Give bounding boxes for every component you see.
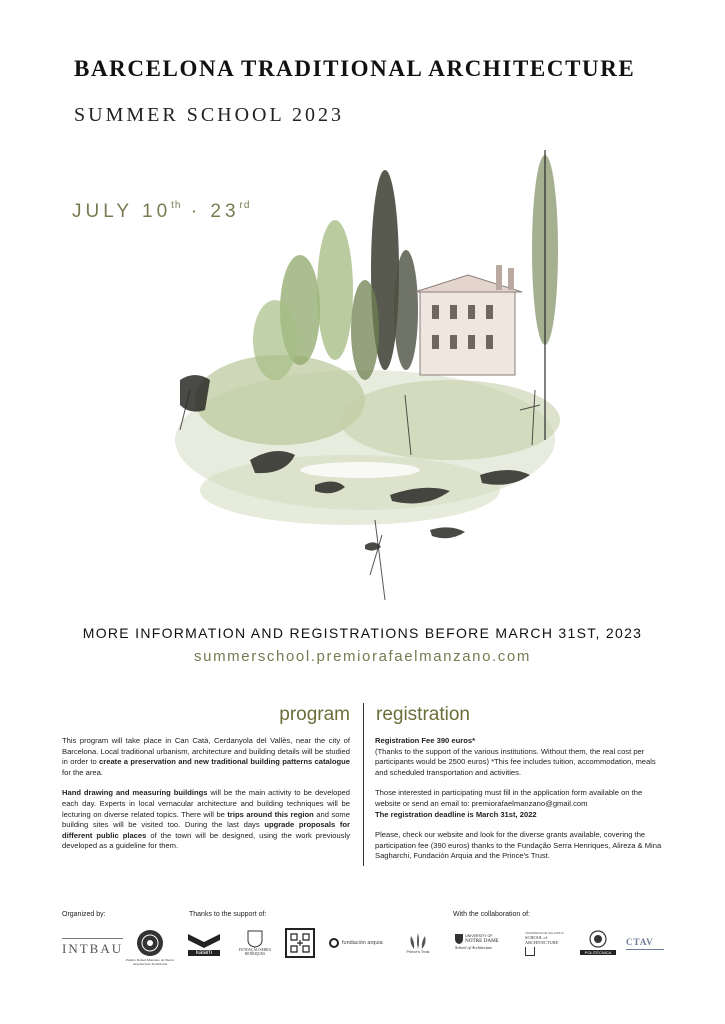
registration-deadline: The registration deadline is March 31st, 2022 xyxy=(375,809,537,819)
rosette-icon xyxy=(135,928,165,958)
collaboration-label: With the collaboration of: xyxy=(453,911,531,918)
intbau-logo: INTBAU xyxy=(62,938,123,957)
registration-grants: Please, check our website and look for the diverse grants available, covering the participation fee (390 euros) thanks to the Fundação Serra Henriques, Alireza & Mina Sagharchi, Fundación Arquia and the Prince's Trust. xyxy=(375,830,662,861)
website-url[interactable]: summerschool.premiorafaelmanzano.com xyxy=(194,648,531,665)
registration-fee-block xyxy=(375,736,665,778)
more-info-banner: MORE INFORMATION AND REGISTRATIONS BEFORE MARCH 31ST, 2023 xyxy=(82,625,643,641)
crest-icon xyxy=(455,934,463,944)
program-paragraph-2: Hand drawing and measuring buildings will be the main activity to be developed each day. Experts in local vernacular architecture and building techniques will be lecturing on diverse related topics. There will be trips around this region and some building sites will be visited too. During the last days upgrade proposals for different public places of the town will be designed, using the work previously developed as a guideline for them. xyxy=(62,788,350,851)
program-text xyxy=(62,736,350,862)
kalam-logo: kalam xyxy=(188,934,220,956)
registration-apply: Those interested in participating must fill in the application form available on the website or send an email to: premiorafaelmanzano@gmail.com xyxy=(375,788,643,808)
valladolid-logo: UNIVERSIDAD DE VALLADOLID SCHOOL of ARCHITECTURE xyxy=(525,932,573,956)
column-divider xyxy=(363,703,364,866)
registration-text xyxy=(375,736,665,872)
dates-start-day: 10 xyxy=(142,201,172,222)
shield-icon xyxy=(247,930,263,948)
politecnica-logo: POLITÈCNICA xyxy=(580,930,616,955)
poster-title: BARCELONA TRADITIONAL ARCHITECTURE xyxy=(74,56,636,81)
program-paragraph-1: This program will take place in Can Catà, Cerdanyola del Vallès, near the city of Barcelona. Local traditional urbanism, architecture and building details will be studied in order to create a preservation and new traditional building patterns catalogue for the area. xyxy=(62,736,350,777)
ctav-logo: CTAV xyxy=(626,937,664,950)
organized-by-label: Organized by: xyxy=(62,911,106,918)
sagharchi-logo xyxy=(285,928,315,958)
feathers-icon xyxy=(408,932,428,950)
dates-end-day: 23 xyxy=(210,201,240,222)
registration-fee: Registration Fee 390 euros* xyxy=(375,736,476,745)
dates-end-suffix: rd xyxy=(239,200,251,211)
seal-icon xyxy=(589,930,607,948)
premio-logo: Premio Rafael Manzano de Nueva Arquitectura Tradicional xyxy=(125,928,175,966)
notre-dame-logo: UNIVERSITY OF NOTRE DAME School of Architecture xyxy=(455,934,499,950)
registration-fee-note: (Thanks to the support of the various institutions. Without them, the real cost per participants would be 2500 euros) *This fee includes tuition, accommodation, meals and scheduled transportation and activities. xyxy=(375,746,656,777)
dates-start-suffix: th xyxy=(171,200,182,211)
fundacao-logo: FUNDAÇÃO SERRA HENRIQUES xyxy=(235,930,275,956)
kalam-chevron-icon xyxy=(188,934,220,948)
registration-heading: registration xyxy=(376,704,470,725)
u-mark-icon xyxy=(525,947,535,956)
arquia-logo: fundación arquia xyxy=(329,938,383,948)
support-label: Thanks to the support of: xyxy=(189,911,267,918)
landscape-illustration xyxy=(150,140,580,605)
poster-subtitle: SUMMER SCHOOL 2023 xyxy=(74,104,344,126)
program-heading: program xyxy=(279,704,350,725)
dates-separator: · xyxy=(190,201,202,222)
arquia-q-icon xyxy=(329,938,339,948)
ctav-underline xyxy=(626,949,664,950)
dates-month: JULY xyxy=(72,201,133,222)
princes-trust-logo: Prince's Trust xyxy=(403,932,433,954)
registration-apply-block xyxy=(375,788,665,820)
